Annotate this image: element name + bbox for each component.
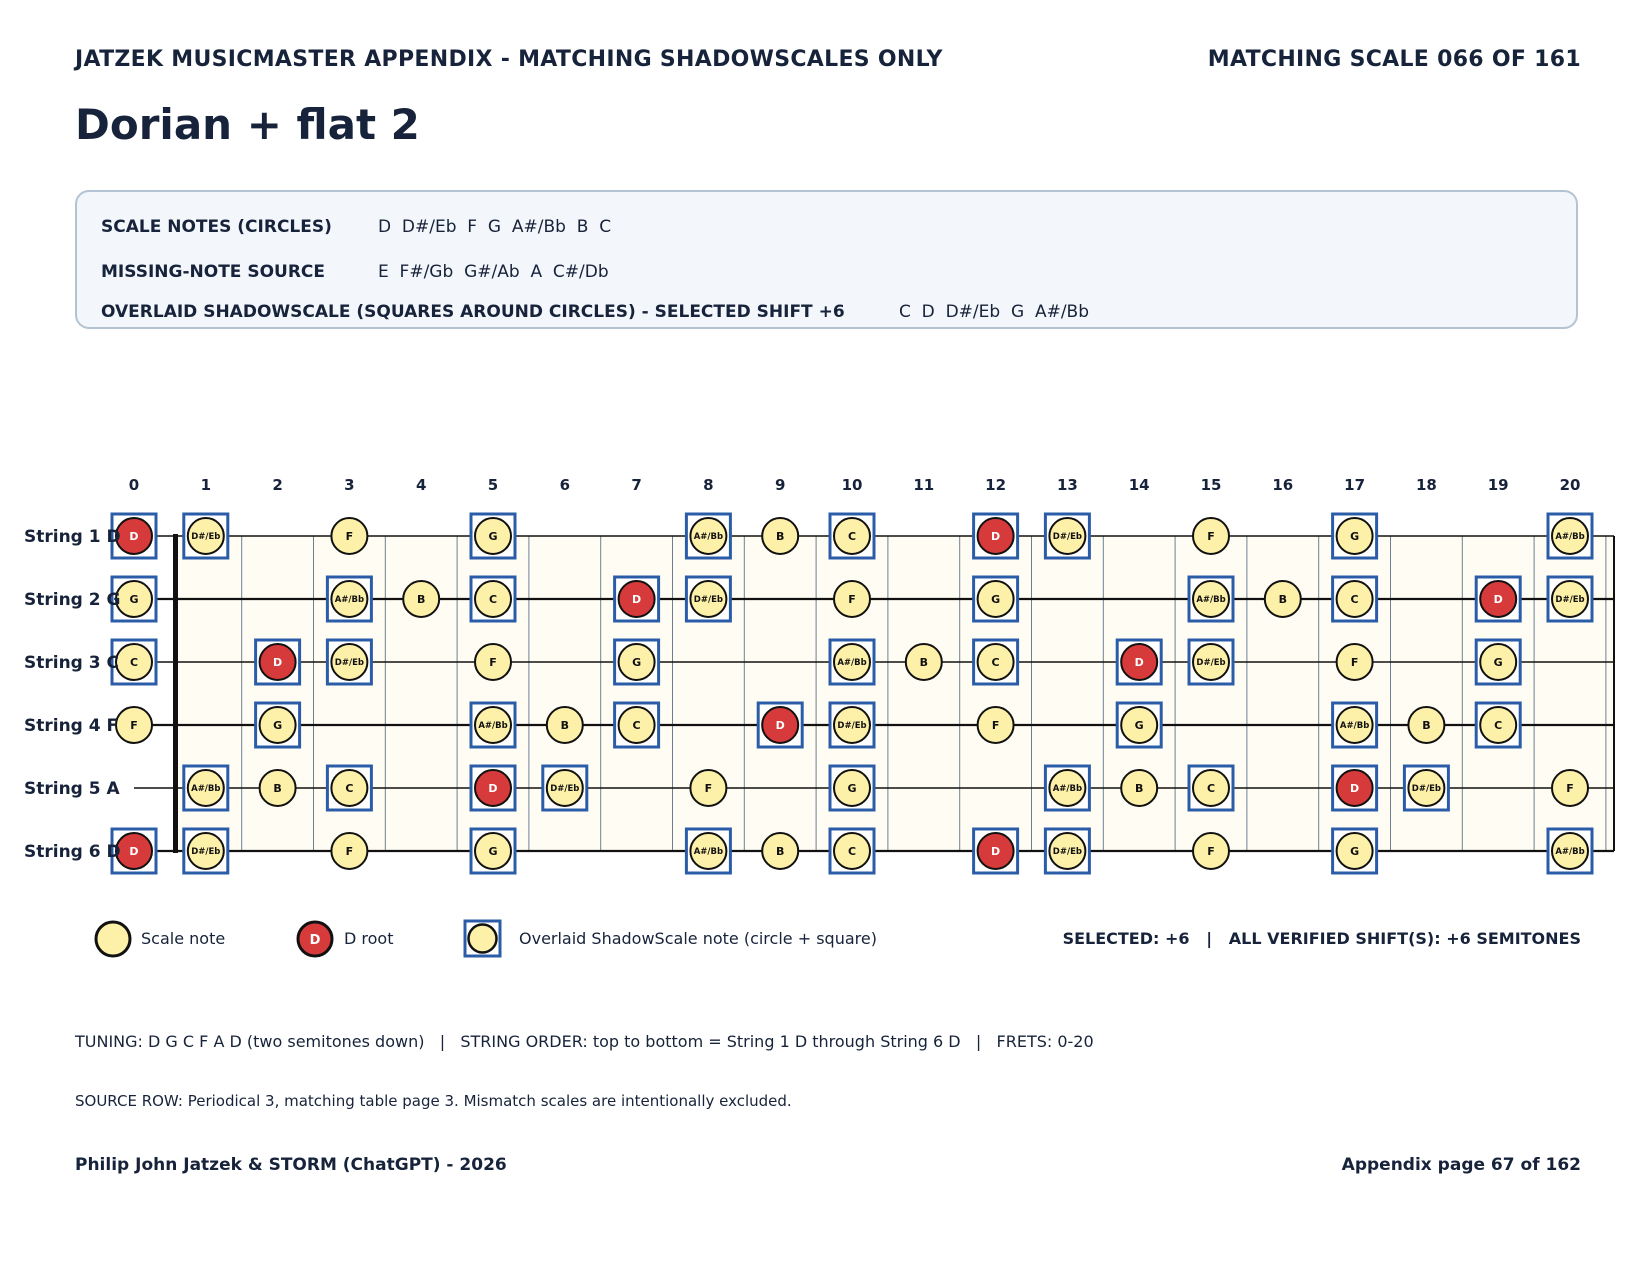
note-label: D#/Eb <box>1555 595 1585 605</box>
page-title: Dorian + flat 2 <box>75 100 420 149</box>
note-label: A#/Bb <box>478 721 508 731</box>
note-label: D#/Eb <box>693 595 723 605</box>
string-label: String 1 D <box>24 527 121 547</box>
fret-number: 16 <box>1272 476 1294 494</box>
note-label: A#/Bb <box>191 784 221 794</box>
note-label: C <box>632 719 641 732</box>
note-label: G <box>632 656 642 669</box>
missing-note-value: E F#/Gb G#/Ab A C#/Db <box>378 262 609 282</box>
note-label: D <box>273 656 283 669</box>
note-label: F <box>1566 782 1574 795</box>
note-label: D <box>632 593 642 606</box>
note-label: G <box>991 593 1001 606</box>
note-label: F <box>848 593 856 606</box>
note-label: D <box>775 719 785 732</box>
note-label: A#/Bb <box>1052 784 1083 794</box>
note-label: D#/Eb <box>334 658 364 668</box>
selected-shift-summary: SELECTED: +6 | ALL VERIFIED SHIFT(S): +6 SEMITONES <box>1062 929 1581 948</box>
note-label: G <box>847 782 857 795</box>
fret-number: 15 <box>1200 476 1222 494</box>
source-row-info: SOURCE ROW: Periodical 3, matching table page 3. Mismatch scales are intentionally excluded. <box>75 1092 792 1110</box>
note-label: C <box>1494 719 1503 732</box>
fret-number: 7 <box>631 476 642 494</box>
legend-overlay-label: Overlaid ShadowScale note (circle + square) <box>519 929 877 948</box>
note-label: D <box>1134 656 1144 669</box>
note-label: B <box>776 530 785 543</box>
note-label: F <box>1207 845 1215 858</box>
scale-notes-label: SCALE NOTES (CIRCLES) <box>101 217 332 237</box>
legend-scale-note-icon <box>96 922 130 956</box>
note-label: B <box>776 845 785 858</box>
note-label: D#/Eb <box>550 784 580 794</box>
note-label: G <box>1350 845 1360 858</box>
appendix-header: JATZEK MUSICMASTER APPENDIX - MATCHING SHADOWSCALES ONLY <box>75 47 943 72</box>
legend-root-symbol: D <box>309 933 321 948</box>
note-label: G <box>488 845 498 858</box>
fret-number: 13 <box>1056 476 1078 494</box>
fret-number: 5 <box>487 476 499 494</box>
note-label: A#/Bb <box>837 658 867 668</box>
note-label: A#/Bb <box>1339 721 1370 731</box>
note-label: G <box>1134 719 1144 732</box>
note-label: C <box>1350 593 1359 606</box>
overlay-scale-value: C D D#/Eb G A#/Bb <box>899 302 1090 322</box>
note-label: G <box>488 530 498 543</box>
note-label: C <box>991 656 1000 669</box>
scale-counter: MATCHING SCALE 066 OF 161 <box>1207 47 1581 72</box>
string-label: String 3 C <box>24 653 119 673</box>
note-label: A#/Bb <box>1196 595 1226 605</box>
fret-number: 3 <box>344 476 355 494</box>
note-label: F <box>345 530 354 543</box>
overlay-scale-label: OVERLAID SHADOWSCALE (SQUARES AROUND CIRCLES) - SELECTED SHIFT +6 <box>101 302 845 322</box>
note-label: D#/Eb <box>1411 784 1441 794</box>
note-label: C <box>847 530 857 543</box>
note-label: A#/Bb <box>334 595 365 605</box>
appendix-page-number: Appendix page 67 of 162 <box>1341 1155 1581 1175</box>
note-label: G <box>1493 656 1503 669</box>
note-label: D <box>991 845 1001 858</box>
missing-note-label: MISSING-NOTE SOURCE <box>101 262 326 282</box>
note-label: C <box>1206 782 1216 795</box>
fret-number: 0 <box>128 476 140 494</box>
tuning-info: TUNING: D G C F A D (two semitones down) | STRING ORDER: top to bottom = String 1 D through String 6 D | FRETS: 0-20 <box>75 1032 1094 1051</box>
note-label: C <box>488 593 498 606</box>
string-label: String 5 A <box>24 779 120 799</box>
string-label: String 4 F <box>24 716 119 736</box>
note-label: C <box>847 845 857 858</box>
fret-number: 12 <box>985 476 1007 494</box>
note-label: B <box>1278 593 1287 606</box>
fret-number: 8 <box>703 476 714 494</box>
note-label: B <box>919 656 928 669</box>
note-label: A#/Bb <box>1555 847 1585 857</box>
note-label: A#/Bb <box>1555 532 1585 542</box>
note-label: D#/Eb <box>1196 658 1226 668</box>
note-label: D <box>129 530 139 543</box>
note-label: D#/Eb <box>191 847 221 857</box>
fret-number: 10 <box>841 476 863 494</box>
fret-number: 20 <box>1559 476 1581 494</box>
note-label: B <box>417 593 426 606</box>
fret-number: 11 <box>913 476 935 494</box>
fret-number: 2 <box>272 476 283 494</box>
note-label: B <box>560 719 569 732</box>
note-label: F <box>1350 656 1359 669</box>
fret-number: 18 <box>1415 476 1437 494</box>
fret-number: 1 <box>200 476 212 494</box>
note-label: D <box>991 530 1001 543</box>
note-label: B <box>1422 719 1431 732</box>
note-label: F <box>489 656 497 669</box>
note-label: D#/Eb <box>1052 847 1082 857</box>
scale-notes-value: D D#/Eb F G A#/Bb B C <box>378 217 612 237</box>
fret-number: 17 <box>1344 476 1366 494</box>
string-label: String 6 D <box>24 842 121 862</box>
note-label: D#/Eb <box>837 721 867 731</box>
string-label: String 2 G <box>24 590 121 610</box>
fret-number: 14 <box>1128 476 1150 494</box>
legend-overlay-circle-icon <box>469 925 497 953</box>
note-label: B <box>1135 782 1144 795</box>
note-label: F <box>130 719 138 732</box>
fretboard-background <box>176 536 1614 851</box>
note-label: A#/Bb <box>693 532 724 542</box>
note-label: D <box>129 845 139 858</box>
nut <box>173 534 178 853</box>
fret-number: 19 <box>1487 476 1509 494</box>
note-label: F <box>1207 530 1215 543</box>
fret-number: 4 <box>415 476 427 494</box>
author-credit: Philip John Jatzek & STORM (ChatGPT) - 2026 <box>75 1155 507 1175</box>
legend-scale-note-label: Scale note <box>141 929 226 948</box>
note-label: D <box>1493 593 1503 606</box>
note-label: C <box>345 782 354 795</box>
note-label: D <box>488 782 498 795</box>
note-label: G <box>273 719 283 732</box>
note-label: G <box>1350 530 1360 543</box>
fret-number: 6 <box>559 476 571 494</box>
note-label: D#/Eb <box>1052 532 1082 542</box>
note-label: F <box>345 845 354 858</box>
note-label: A#/Bb <box>693 847 724 857</box>
fret-number: 9 <box>774 476 786 494</box>
note-label: D#/Eb <box>191 532 221 542</box>
note-label: B <box>273 782 282 795</box>
note-label: D <box>1350 782 1360 795</box>
note-label: F <box>704 782 713 795</box>
note-label: G <box>129 593 139 606</box>
legend-root-label: D root <box>344 929 394 948</box>
note-label: C <box>129 656 139 669</box>
note-label: F <box>991 719 1000 732</box>
